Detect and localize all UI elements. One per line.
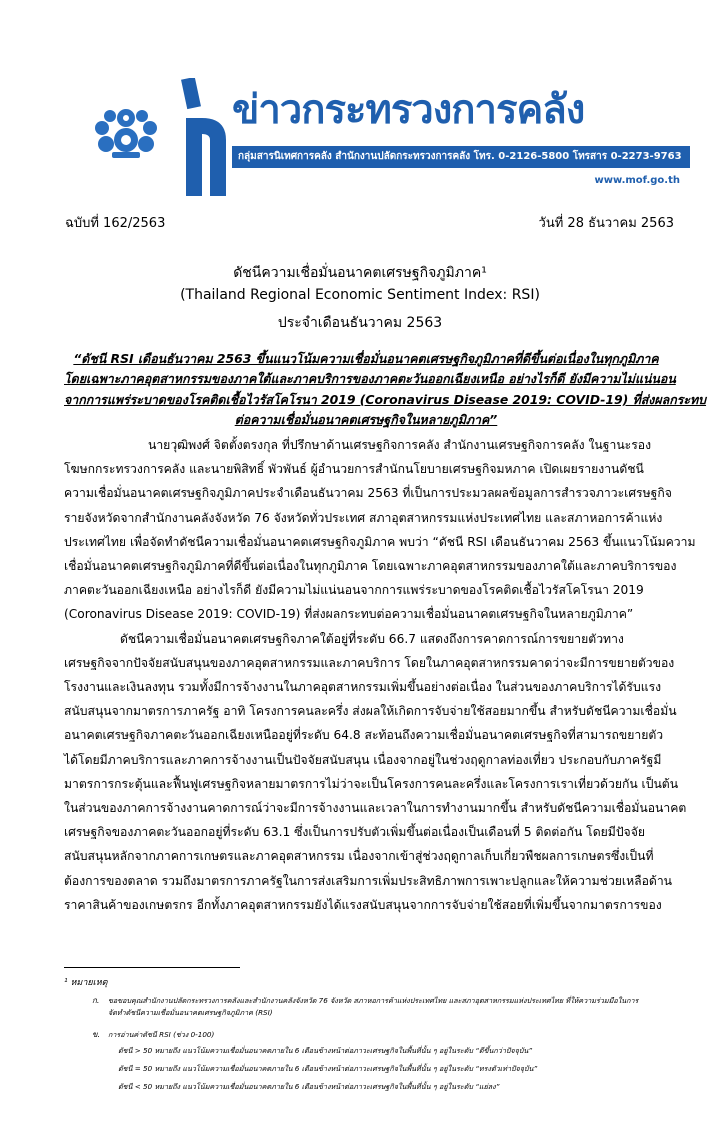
quote-line: โดยเฉพาะภาคอุตสาหกรรมของภาคใต้และภาคบริการของภาคตะวันออกเฉียงเหนือ อย่างไรก็ดี ยังมีความไม่แน่นอน xyxy=(64,371,676,387)
paragraph-2-line: โรงงานและเงินลงทุน รวมทั้งมีการจ้างงานในภาคอุตสาหกรรมเพิ่มขึ้นอย่างต่อเนื่อง ในส่วนของภาคบริการได้รับแรง xyxy=(64,680,662,695)
issue-number: ฉบับที่ 162/2563 xyxy=(65,216,166,231)
paragraph-1-line: ภาคตะวันออกเฉียงเหนือ อย่างไรก็ดี ยังมีความไม่แน่นอนจากการแพร่ระบาดของโรคติดเชื้อไวรัสโคโรนา 2019 xyxy=(64,583,644,598)
footnote-a-text: ขอขอบคุณสำนักงานปลัดกระทรวงการคลังและสำนักงานคลังจังหวัด 76 จังหวัด สภาหอการค้าแห่งประเทศไทย และสภาอุตสาหกรรมแห่งประเทศไทย ที่ให้ความร่วมมือในการ xyxy=(108,996,639,1005)
paragraph-2-line: สนับสนุนหลักจากภาคการเกษตรและภาคอุตสาหกรรม เนื่องจากเข้าสู่ช่วงฤดูกาลเก็บเกี่ยวพืชผลการเกษตรซึ่งเป็นที่ xyxy=(64,849,654,864)
body-text xyxy=(64,433,696,917)
footnote-b-text: การอ่านค่าดัชนี RSI (ช่วง 0-100) xyxy=(108,1030,215,1039)
headline-initial-glyph xyxy=(176,78,234,198)
paragraph-2-line: ได้โดยมีภาคบริการและภาคการจ้างงานเป็นปัจจัยสนับสนุน เนื่องจากอยู่ในช่วงฤดูกาลท่องเที่ยว ประกอบกับภาครัฐมี xyxy=(64,752,662,767)
document-title-english: (Thailand Regional Economic Sentiment Index: RSI) xyxy=(180,287,540,303)
paragraph-1-line: (Coronavirus Disease 2019: COVID-19) ที่ส่งผลกระทบต่อความเชื่อมั่นอนาคตเศรษฐกิจในหลายภูมิภาค” xyxy=(64,607,634,622)
paragraph-1-line: ความเชื่อมั่นอนาคตเศรษฐกิจภูมิภาคประจำเดือนธันวาคม 2563 ที่เป็นการประมวลผลข้อมูลการสำรวจภาวะเศรษฐกิจ xyxy=(64,486,672,501)
paragraph-1-line: เชื่อมั่นอนาคตเศรษฐกิจภูมิภาคที่ดีขึ้นต่อเนื่องในทุกภูมิภาค โดยเฉพาะภาคอุตสาหกรรมของภาคใต้และภาคบริการของ xyxy=(64,559,677,574)
paragraph-2-line: เศรษฐกิจจากปัจจัยสนับสนุนของภาคอุตสาหกรรมและภาคบริการ โดยในภาคอุตสาหกรรมคาดว่าจะมีการขยายตัวของ xyxy=(64,655,675,670)
document-title: ดัชนีความเชื่อมั่นอนาคตเศรษฐกิจภูมิภาค¹ xyxy=(233,265,487,281)
contact-bar-text: กลุ่มสารนิเทศการคลัง สำนักงานปลัดกระทรวงการคลัง โทร. 0-2126-5800 โทรสาร 0-2273-9763 xyxy=(238,151,682,162)
quote-line: “ดัชนี RSI เดือนธันวาคม 2563 ขึ้นแนวโน้มความเชื่อมั่นอนาคตเศรษฐกิจภูมิภาคที่ดีขึ้นต่อเนื่องในทุกภูมิภาค xyxy=(73,351,659,366)
paragraph-2-line: ในส่วนของภาคการจ้างงานคาดการณ์ว่าจะมีการจ้างงานและเวลาในการทำงานมากขึ้น สำหรับดัชนีความเชื่อมั่นอนาคต xyxy=(64,801,687,816)
document-period: ประจำเดือนธันวาคม 2563 xyxy=(277,315,443,331)
masthead xyxy=(0,0,720,200)
footnote-a-text: จัดทำดัชนีความเชื่อมั่นอนาคตเศรษฐกิจภูมิภาค (RSI) xyxy=(108,1008,273,1017)
paragraph-2-line: เศรษฐกิจของภาคตะวันออกอยู่ที่ระดับ 63.1 ซึ่งเป็นการปรับตัวเพิ่มขึ้นต่อเนื่องเป็นเดือนที่ 5 ติดต่อกัน โดยมีปัจจัย xyxy=(64,825,645,840)
paragraph-2-line: อนาคตเศรษฐกิจภาคตะวันออกเฉียงเหนืออยู่ที่ระดับ 64.8 สะท้อนถึงความเชื่อมั่นอนาคตเศรษฐกิจที่สามารถขยายตัว xyxy=(64,728,664,743)
paragraph-1-line: โฆษกกระทรวงการคลัง และนายพิสิทธิ์ พัวพันธ์ ผู้อำนวยการสำนักนโยบายเศรษฐกิจมหภาค เปิดเผยรายงานดัชนี xyxy=(64,462,644,477)
footnote-b-item: ดัชนี > 50 หมายถึง แนวโน้มความเชื่อมั่นอนาคตภายใน 6 เดือนข้างหน้าต่อภาวะเศรษฐกิจในพื้นที่นั้น ๆ อยู่ในระดับ “ดีขึ้นกว่าปัจจุบัน” xyxy=(118,1046,533,1055)
footnote-a-label: ก. xyxy=(92,996,100,1005)
paragraph-1-line: ประเทศไทย เพื่อจัดทำดัชนีความเชื่อมั่นอนาคตเศรษฐกิจภูมิภาค พบว่า “ดัชนี RSI เดือนธันวาคม 2563 ขึ้นแนวโน้มความ xyxy=(64,534,696,549)
footnote-b-label: ข. xyxy=(92,1030,101,1039)
footnote-divider xyxy=(64,967,240,968)
paragraph-2-line: ต้องการของตลาด รวมถึงมาตรการภาครัฐในการส่งเสริมการเพิ่มประสิทธิภาพการเพาะปลูกและให้ความช่วยเหลือด้าน xyxy=(64,873,673,888)
ministry-emblem-icon xyxy=(76,96,176,166)
lead-quote xyxy=(64,349,707,431)
footnote-b-item: ดัชนี < 50 หมายถึง แนวโน้มความเชื่อมั่นอนาคตภายใน 6 เดือนข้างหน้าต่อภาวะเศรษฐกิจในพื้นที่นั้น ๆ อยู่ในระดับ “แย่ลง” xyxy=(118,1082,500,1091)
paragraph-2-line: สนับสนุนจากมาตรการภาครัฐ อาทิ โครงการคนละครึ่ง ส่งผลให้เกิดการจับจ่ายใช้สอยมากขึ้น สำหรับดัชนีความเชื่อมั่น xyxy=(64,704,677,719)
quote-line: จากการแพร่ระบาดของโรคติดเชื้อไวรัสโคโรนา 2019 (Coronavirus Disease 2019: COVID-19) ที่ส่งผลกระทบ xyxy=(64,391,707,407)
issue-date: วันที่ 28 ธันวาคม 2563 xyxy=(538,216,674,231)
website-link[interactable]: www.mof.go.th xyxy=(594,175,680,186)
footnote-b-item: ดัชนี = 50 หมายถึง แนวโน้มความเชื่อมั่นอนาคตภายใน 6 เดือนข้างหน้าต่อภาวะเศรษฐกิจในพื้นที่นั้น ๆ อยู่ในระดับ “ทรงตัวเท่าปัจจุบัน” xyxy=(118,1064,538,1073)
paragraph-1-line: รายจังหวัดจากสำนักงานคลังจังหวัด 76 จังหวัดทั่วประเทศ สภาอุตสาหกรรมแห่งประเทศไทย และสภาหอการค้าแห่ง xyxy=(64,510,663,525)
paragraph-2-line: ดัชนีความเชื่อมั่นอนาคตเศรษฐกิจภาคใต้อยู่ที่ระดับ 66.7 แสดงถึงการคาดการณ์การขยายตัวทาง xyxy=(120,631,624,646)
paragraph-2-line: ราคาสินค้าของเกษตรกร อีกทั้งภาคอุตสาหกรรมยังได้แรงสนับสนุนจากการจับจ่ายใช้สอยที่เพิ่มขึ้นจากมาตรการของ xyxy=(64,897,662,912)
quote-line: ต่อความเชื่อมั่นอนาคตเศรษฐกิจในหลายภูมิภาค” xyxy=(234,412,498,428)
newsletter-title: ข่าวกระทรวงการคลัง xyxy=(232,87,585,133)
footnote-heading: ¹ หมายเหตุ xyxy=(64,978,108,988)
paragraph-2-line: มาตรการกระตุ้นและฟื้นฟูเศรษฐกิจหลายมาตรการไม่ว่าจะเป็นโครงการคนละครึ่งและโครงการเราเที่ยวด้วยกัน เป็นต้น xyxy=(64,776,679,791)
paragraph-1-line: นายวุฒิพงศ์ จิตตั้งตรงกุล ที่ปรึกษาด้านเศรษฐกิจการคลัง สำนักงานเศรษฐกิจการคลัง ในฐานะรอง xyxy=(148,438,652,452)
